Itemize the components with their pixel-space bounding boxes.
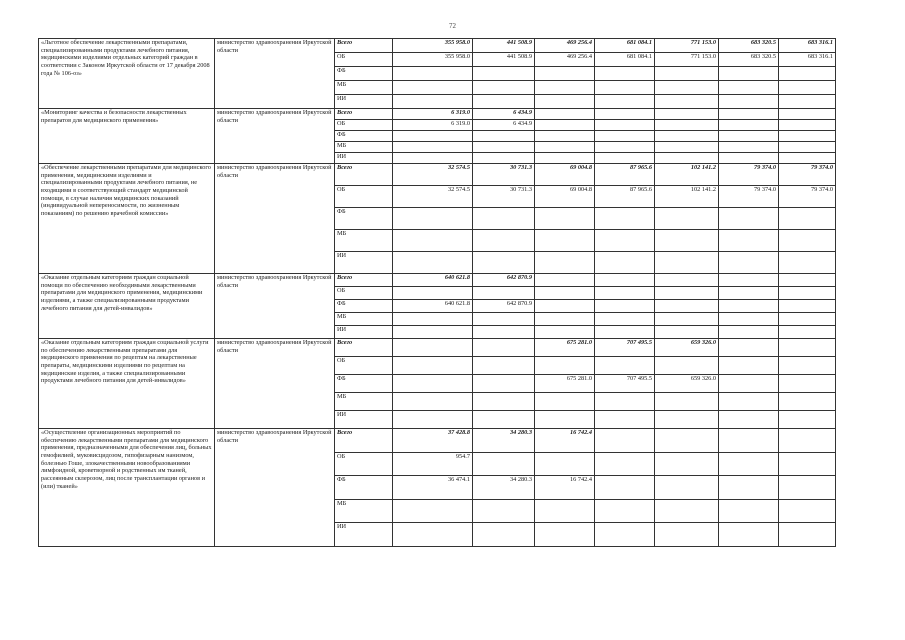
amount-cell (595, 142, 655, 153)
amount-cell (595, 274, 655, 287)
amount-cell (779, 499, 836, 523)
amount-cell: 640 621.8 (393, 274, 473, 287)
amount-cell (779, 142, 836, 153)
amount-cell (779, 95, 836, 109)
amount-cell (535, 300, 595, 313)
amount-cell (719, 476, 779, 500)
amount-cell (535, 393, 595, 411)
amount-cell (595, 131, 655, 142)
amount-cell (719, 81, 779, 95)
amount-cell: 707 495.5 (595, 375, 655, 393)
amount-cell (719, 230, 779, 252)
funding-source-label: ФБ (335, 375, 393, 393)
funding-source-label: ИИ (335, 252, 393, 274)
amount-cell: 441 508.9 (473, 39, 535, 53)
amount-cell (595, 287, 655, 300)
amount-cell: 675 281.0 (535, 375, 595, 393)
amount-cell (473, 131, 535, 142)
amount-cell (473, 411, 535, 429)
amount-cell (595, 95, 655, 109)
amount-cell (779, 326, 836, 339)
funding-source-label: ИИ (335, 411, 393, 429)
amount-cell (473, 153, 535, 164)
amount-cell (779, 109, 836, 120)
amount-cell (779, 81, 836, 95)
amount-cell (473, 208, 535, 230)
funding-source-label: Всего (335, 39, 393, 53)
amount-cell (779, 274, 836, 287)
amount-cell (655, 326, 719, 339)
amount-cell (595, 120, 655, 131)
amount-cell (535, 326, 595, 339)
amount-cell (655, 81, 719, 95)
funding-source-label: ФБ (335, 300, 393, 313)
funding-source-label: ИИ (335, 95, 393, 109)
budget-table (38, 38, 836, 547)
amount-cell (595, 326, 655, 339)
amount-cell: 87 965.6 (595, 186, 655, 208)
program-row (39, 109, 836, 120)
amount-cell: 16 742.4 (535, 476, 595, 500)
funding-source-label: Всего (335, 274, 393, 287)
funding-source-label: ФБ (335, 208, 393, 230)
amount-cell: 30 731.3 (473, 164, 535, 186)
amount-cell (719, 411, 779, 429)
amount-cell (719, 452, 779, 476)
amount-cell (535, 142, 595, 153)
amount-cell (719, 153, 779, 164)
program-name: «Оказание отдельным категориям граждан социальной услуги по обеспечению лекарственными препаратами для медицинского применения по рецептам на лекарственные препараты, медицинскими изделиями по рецептам на медицинские изделия, а также специализированными продуктами лечебного питания для детей-инвалидов» (39, 339, 215, 429)
amount-cell (655, 287, 719, 300)
amount-cell (779, 313, 836, 326)
amount-cell (655, 142, 719, 153)
amount-cell (595, 153, 655, 164)
amount-cell (595, 230, 655, 252)
amount-cell (473, 67, 535, 81)
amount-cell (393, 153, 473, 164)
amount-cell (535, 313, 595, 326)
amount-cell (655, 523, 719, 547)
program-name: «Обеспечение лекарственными препаратами для медицинского применения, медицинскими изделиями и специализированными продуктами лечебного питания, не входящими в соответствующий стандарт медицинской помощи, в случае наличия медицинских показаний (индивидуальной непереносимости, по жизненным показаниям) по решению врачебной комиссии» (39, 164, 215, 274)
amount-cell (393, 339, 473, 357)
amount-cell (719, 287, 779, 300)
amount-cell (655, 153, 719, 164)
amount-cell (535, 153, 595, 164)
responsible-executor: министерство здравоохранения Иркутской области (215, 164, 335, 274)
amount-cell (473, 393, 535, 411)
amount-cell (535, 67, 595, 81)
amount-cell: 469 256.4 (535, 53, 595, 67)
amount-cell (393, 375, 473, 393)
amount-cell (473, 142, 535, 153)
amount-cell (719, 326, 779, 339)
amount-cell (535, 357, 595, 375)
amount-cell (535, 120, 595, 131)
program-name: «Оказание отдельным категориям граждан социальной помощи по обеспечению необходимыми лекарственными препаратами для медицинского применения, медицинскими изделиями, а также специализированными продуктами лечебного питания для детей-инвалидов» (39, 274, 215, 339)
amount-cell (595, 357, 655, 375)
amount-cell (393, 326, 473, 339)
amount-cell (779, 393, 836, 411)
amount-cell: 6 319.0 (393, 120, 473, 131)
amount-cell: 954.7 (393, 452, 473, 476)
funding-source-label: МБ (335, 393, 393, 411)
amount-cell: 681 084.1 (595, 39, 655, 53)
amount-cell (473, 452, 535, 476)
amount-cell (595, 300, 655, 313)
funding-source-label: ОБ (335, 120, 393, 131)
amount-cell (655, 208, 719, 230)
amount-cell (779, 230, 836, 252)
amount-cell: 69 004.8 (535, 164, 595, 186)
amount-cell (719, 523, 779, 547)
amount-cell: 30 731.3 (473, 186, 535, 208)
funding-source-label: Всего (335, 109, 393, 120)
amount-cell: 642 870.9 (473, 300, 535, 313)
amount-cell: 683 316.1 (779, 53, 836, 67)
amount-cell: 681 084.1 (595, 53, 655, 67)
amount-cell (779, 357, 836, 375)
amount-cell: 659 326.0 (655, 339, 719, 357)
amount-cell (393, 252, 473, 274)
amount-cell (719, 67, 779, 81)
funding-source-label: МБ (335, 230, 393, 252)
amount-cell (779, 120, 836, 131)
amount-cell: 771 153.0 (655, 39, 719, 53)
amount-cell (535, 411, 595, 429)
amount-cell (719, 313, 779, 326)
program-row (39, 39, 836, 53)
amount-cell (595, 476, 655, 500)
amount-cell (655, 67, 719, 81)
amount-cell: 32 574.5 (393, 164, 473, 186)
responsible-executor: министерство здравоохранения Иркутской области (215, 274, 335, 339)
amount-cell (535, 287, 595, 300)
amount-cell (719, 393, 779, 411)
funding-source-label: ФБ (335, 131, 393, 142)
amount-cell (535, 109, 595, 120)
amount-cell (473, 95, 535, 109)
amount-cell (655, 499, 719, 523)
amount-cell (779, 131, 836, 142)
amount-cell: 34 280.3 (473, 429, 535, 453)
amount-cell (535, 523, 595, 547)
amount-cell: 87 965.6 (595, 164, 655, 186)
funding-source-label: МБ (335, 142, 393, 153)
amount-cell: 36 474.1 (393, 476, 473, 500)
amount-cell (779, 411, 836, 429)
amount-cell (655, 411, 719, 429)
amount-cell (595, 109, 655, 120)
amount-cell (719, 109, 779, 120)
funding-source-label: Всего (335, 429, 393, 453)
amount-cell (393, 523, 473, 547)
amount-cell (719, 429, 779, 453)
amount-cell: 640 621.8 (393, 300, 473, 313)
funding-source-label: МБ (335, 81, 393, 95)
amount-cell (655, 252, 719, 274)
amount-cell (473, 523, 535, 547)
amount-cell: 707 495.5 (595, 339, 655, 357)
amount-cell (719, 131, 779, 142)
amount-cell (595, 429, 655, 453)
responsible-executor: министерство здравоохранения Иркутской области (215, 339, 335, 429)
amount-cell: 79 374.0 (719, 186, 779, 208)
amount-cell: 355 958.0 (393, 53, 473, 67)
amount-cell (393, 393, 473, 411)
amount-cell: 683 320.5 (719, 39, 779, 53)
amount-cell (719, 339, 779, 357)
program-name: «Осуществление организационных мероприятий по обеспечению лекарственными препаратами для медицинского применения, предназначенными для обеспечения лиц, больных гемофилией, муковисцидозом, гипофизарным нанизмом, болезнью Гоше, злокачественными новообразованиями лимфоидной, кроветворной и родственных им тканей, рассеянным склерозом, лиц после трансплантации органов и (или) тканей» (39, 429, 215, 547)
amount-cell (779, 476, 836, 500)
amount-cell (473, 339, 535, 357)
amount-cell (473, 287, 535, 300)
amount-cell: 102 141.2 (655, 186, 719, 208)
amount-cell (393, 142, 473, 153)
funding-source-label: ИИ (335, 523, 393, 547)
amount-cell (779, 339, 836, 357)
funding-source-label: ИИ (335, 326, 393, 339)
program-row (39, 164, 836, 186)
amount-cell (719, 95, 779, 109)
amount-cell (779, 523, 836, 547)
funding-source-label: Всего (335, 339, 393, 357)
amount-cell: 683 320.5 (719, 53, 779, 67)
amount-cell (393, 95, 473, 109)
funding-source-label: Всего (335, 164, 393, 186)
amount-cell (719, 252, 779, 274)
amount-cell (779, 252, 836, 274)
amount-cell (719, 375, 779, 393)
amount-cell (473, 252, 535, 274)
amount-cell: 79 374.0 (779, 186, 836, 208)
amount-cell (655, 429, 719, 453)
amount-cell (719, 120, 779, 131)
amount-cell (393, 411, 473, 429)
amount-cell (655, 452, 719, 476)
amount-cell: 32 574.5 (393, 186, 473, 208)
funding-source-label: ФБ (335, 67, 393, 81)
amount-cell (595, 313, 655, 326)
amount-cell (393, 499, 473, 523)
amount-cell (779, 429, 836, 453)
amount-cell (393, 357, 473, 375)
amount-cell (473, 81, 535, 95)
amount-cell (779, 287, 836, 300)
amount-cell: 6 434.9 (473, 109, 535, 120)
amount-cell (535, 252, 595, 274)
amount-cell (595, 208, 655, 230)
amount-cell (719, 274, 779, 287)
amount-cell (719, 499, 779, 523)
amount-cell (779, 67, 836, 81)
amount-cell (473, 357, 535, 375)
amount-cell (595, 411, 655, 429)
amount-cell (655, 393, 719, 411)
amount-cell (779, 375, 836, 393)
funding-source-label: ФБ (335, 476, 393, 500)
amount-cell (535, 274, 595, 287)
amount-cell (535, 81, 595, 95)
amount-cell (393, 313, 473, 326)
amount-cell (393, 230, 473, 252)
amount-cell (655, 357, 719, 375)
funding-source-label: МБ (335, 499, 393, 523)
amount-cell (535, 95, 595, 109)
amount-cell: 659 326.0 (655, 375, 719, 393)
amount-cell (779, 208, 836, 230)
amount-cell (595, 252, 655, 274)
amount-cell (595, 452, 655, 476)
amount-cell (779, 300, 836, 313)
amount-cell (595, 499, 655, 523)
amount-cell (535, 499, 595, 523)
amount-cell: 37 428.8 (393, 429, 473, 453)
amount-cell (535, 208, 595, 230)
amount-cell (719, 300, 779, 313)
amount-cell: 69 004.8 (535, 186, 595, 208)
amount-cell (393, 131, 473, 142)
program-row (39, 429, 836, 453)
amount-cell (655, 274, 719, 287)
amount-cell (779, 153, 836, 164)
responsible-executor: министерство здравоохранения Иркутской области (215, 429, 335, 547)
amount-cell (473, 326, 535, 339)
amount-cell: 34 280.3 (473, 476, 535, 500)
amount-cell (655, 313, 719, 326)
amount-cell (655, 131, 719, 142)
amount-cell (655, 476, 719, 500)
funding-source-label: ОБ (335, 357, 393, 375)
amount-cell (393, 81, 473, 95)
amount-cell: 79 374.0 (779, 164, 836, 186)
program-name: «Льготное обеспечение лекарственными препаратами, специализированными продуктами лечебного питания, медицинскими изделиями отдельных категорий граждан в соответствии с Законом Иркутской области от 17 декабря 2008 года № 106-оз» (39, 39, 215, 109)
amount-cell (655, 109, 719, 120)
amount-cell: 6 319.0 (393, 109, 473, 120)
amount-cell: 771 153.0 (655, 53, 719, 67)
amount-cell: 102 141.2 (655, 164, 719, 186)
amount-cell (535, 131, 595, 142)
amount-cell (595, 393, 655, 411)
funding-source-label: ОБ (335, 53, 393, 67)
amount-cell: 441 508.9 (473, 53, 535, 67)
amount-cell: 642 870.9 (473, 274, 535, 287)
amount-cell (473, 375, 535, 393)
funding-source-label: ОБ (335, 287, 393, 300)
amount-cell (393, 67, 473, 81)
amount-cell: 79 374.0 (719, 164, 779, 186)
amount-cell: 6 434.9 (473, 120, 535, 131)
amount-cell: 683 316.1 (779, 39, 836, 53)
amount-cell (655, 120, 719, 131)
program-row (39, 339, 836, 357)
funding-source-label: ОБ (335, 452, 393, 476)
amount-cell: 355 958.0 (393, 39, 473, 53)
amount-cell (595, 523, 655, 547)
amount-cell: 16 742.4 (535, 429, 595, 453)
amount-cell: 675 281.0 (535, 339, 595, 357)
amount-cell (393, 208, 473, 230)
funding-source-label: МБ (335, 313, 393, 326)
amount-cell (473, 230, 535, 252)
amount-cell (719, 208, 779, 230)
funding-source-label: ИИ (335, 153, 393, 164)
program-name: «Мониторинг качества и безопасности лекарственных препаратов для медицинского применения» (39, 109, 215, 164)
amount-cell (535, 230, 595, 252)
program-row (39, 274, 836, 287)
amount-cell (595, 67, 655, 81)
amount-cell (595, 81, 655, 95)
amount-cell (655, 95, 719, 109)
amount-cell (473, 313, 535, 326)
amount-cell (719, 142, 779, 153)
amount-cell (779, 452, 836, 476)
amount-cell (535, 452, 595, 476)
funding-source-label: ОБ (335, 186, 393, 208)
amount-cell (655, 300, 719, 313)
amount-cell (393, 287, 473, 300)
amount-cell (719, 357, 779, 375)
responsible-executor: министерство здравоохранения Иркутской области (215, 39, 335, 109)
amount-cell (473, 499, 535, 523)
amount-cell (655, 230, 719, 252)
amount-cell: 469 256.4 (535, 39, 595, 53)
responsible-executor: министерство здравоохранения Иркутской области (215, 109, 335, 164)
page-number: 72 (449, 22, 456, 30)
